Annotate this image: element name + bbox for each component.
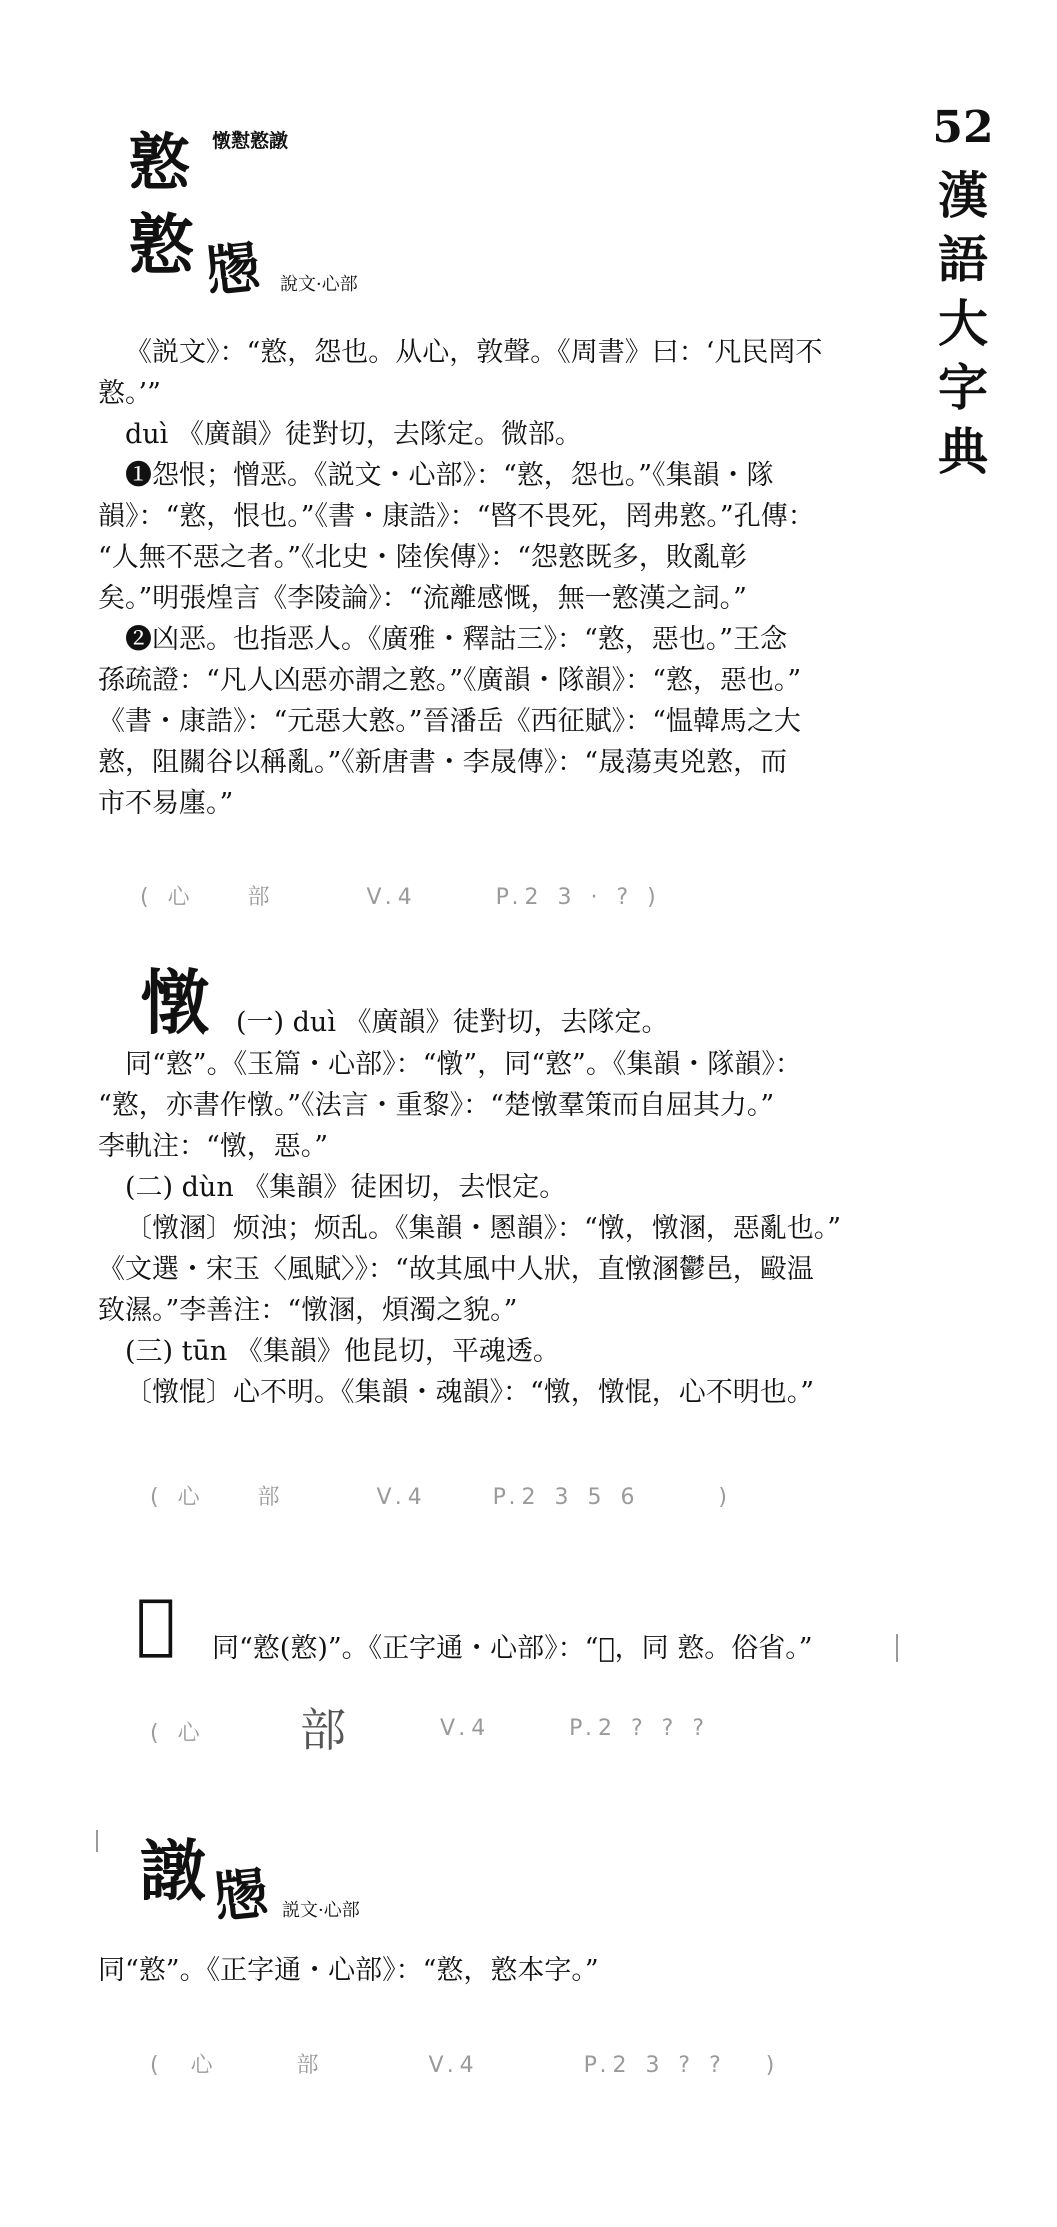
def-line: ❶怨恨；憎恶。《説文・心部》：“憝，怨也。”《集韻・隊	[125, 460, 774, 491]
handwritten-note: ( 心 部 V.4 P.2 3 · ? )	[140, 885, 662, 910]
def-line: duì 《廣韻》徒對切，去隊定。微部。	[125, 419, 582, 450]
entry-pronunciation: (一) duì 《廣韻》徒對切，去隊定。	[236, 1007, 669, 1038]
def-line: 憝。’”	[98, 378, 161, 409]
margin-mark	[896, 1634, 898, 1662]
handwritten-note: ( 心 部 V.4 P.2 3 ? ? )	[150, 2053, 781, 2078]
def-line: 憝，阻關谷以稱亂。”《新唐書・李晟傳》：“晟蕩夷兇憝，而	[98, 747, 788, 778]
entry-head-top: 憝	[128, 126, 191, 199]
seal-source: 説文·心部	[282, 1900, 360, 1921]
seal-script-glyph: 𢡕	[210, 1861, 272, 1931]
entry-definition: 同“憝(憝)”。《正字通・心部》：“𢥢，同 憝。俗省。”	[212, 1633, 813, 1664]
handwritten-bu: 部	[300, 1703, 346, 1757]
def-line: 《書・康誥》：“元惡大憝。”晉潘岳《西征賦》：“愠韓馬之大	[98, 706, 801, 737]
handwritten-note-start: ( 心	[150, 1721, 206, 1746]
def-line: 〔憞溷〕烦浊；烦乱。《集韻・慁韻》：“憞，憞溷，惡亂也。”	[125, 1213, 842, 1244]
entry-definition: 同“憝”。《正字通・心部》：“憝，憝本字。”	[98, 1955, 599, 1986]
entry-head: 憝	[128, 206, 194, 284]
def-line: 同“憝”。《玉篇・心部》：“憞”，同“憝”。《集韻・隊韻》：	[125, 1049, 802, 1080]
book-title-vertical	[918, 96, 1008, 484]
def-line: 李軌注：“憞，惡。”	[98, 1131, 329, 1162]
def-line: 《説文》：“憝，怨也。从心，敦聲。《周書》曰：‘凡民罔不	[125, 337, 823, 368]
title-char: 典	[938, 422, 988, 481]
entry-head: 譈	[140, 1832, 206, 1910]
entry-head: 憞	[140, 961, 210, 1044]
handwritten-note: ( 心 部 V.4 P.2 3 5 6 )	[150, 1485, 734, 1510]
seal-source: 說文·心部	[280, 274, 358, 295]
def-line: “憝，亦書作憞。”《法言・重黎》：“楚憞羣策而自屈其力。”	[98, 1090, 775, 1121]
entry-definition	[98, 1044, 868, 1413]
def-line: 〔憞惃〕心不明。《集韻・魂韻》：“憞，憞惃，心不明也。”	[125, 1377, 815, 1408]
def-line: 孫疏證：“凡人凶惡亦謂之憝。”《廣韻・隊韻》：“憝，惡也。”	[98, 665, 802, 696]
handwritten-note-rest: V.4 P.2 ? ? ?	[440, 1716, 711, 1741]
seal-script-glyph: 𢡕	[202, 235, 264, 305]
def-line: 致濕。”李善注：“憞溷，煩濁之貌。”	[98, 1295, 518, 1326]
page-number: 52	[932, 102, 994, 153]
def-line: 韻》：“憝，恨也。”《書・康誥》：“暋不畏死，罔弗憝。”孔傳：	[98, 501, 815, 532]
def-line: 《文選・宋玉〈風賦〉》：“故其風中人狀，直憞溷鬱邑，毆温	[98, 1254, 814, 1285]
def-line: 矣。”明張煌言《李陵論》：“流離感慨，無一憝漢之詞。”	[98, 583, 747, 614]
variant-forms: 憞懟憝譈	[212, 130, 289, 152]
def-line: 市不易廛。”	[98, 788, 234, 819]
def-line: (二) dùn 《集韻》徒困切，去恨定。	[125, 1172, 567, 1203]
margin-mark	[96, 1830, 98, 1852]
entry-definition	[98, 332, 868, 824]
title-char: 漢	[938, 166, 988, 225]
def-line: ❷凶恶。也指恶人。《廣雅・釋詁三》：“憝，惡也。”王念	[125, 624, 788, 655]
def-line: (三) tūn 《集韻》他昆切，平魂透。	[125, 1336, 560, 1367]
def-line: “人無不惡之者。”《北史・陸俟傳》：“怨憝既多，敗亂彰	[98, 542, 747, 573]
title-char: 大	[938, 294, 988, 353]
title-char: 語	[938, 230, 988, 289]
entry-head: 𢥢	[136, 1584, 176, 1662]
title-char: 字	[938, 358, 988, 417]
